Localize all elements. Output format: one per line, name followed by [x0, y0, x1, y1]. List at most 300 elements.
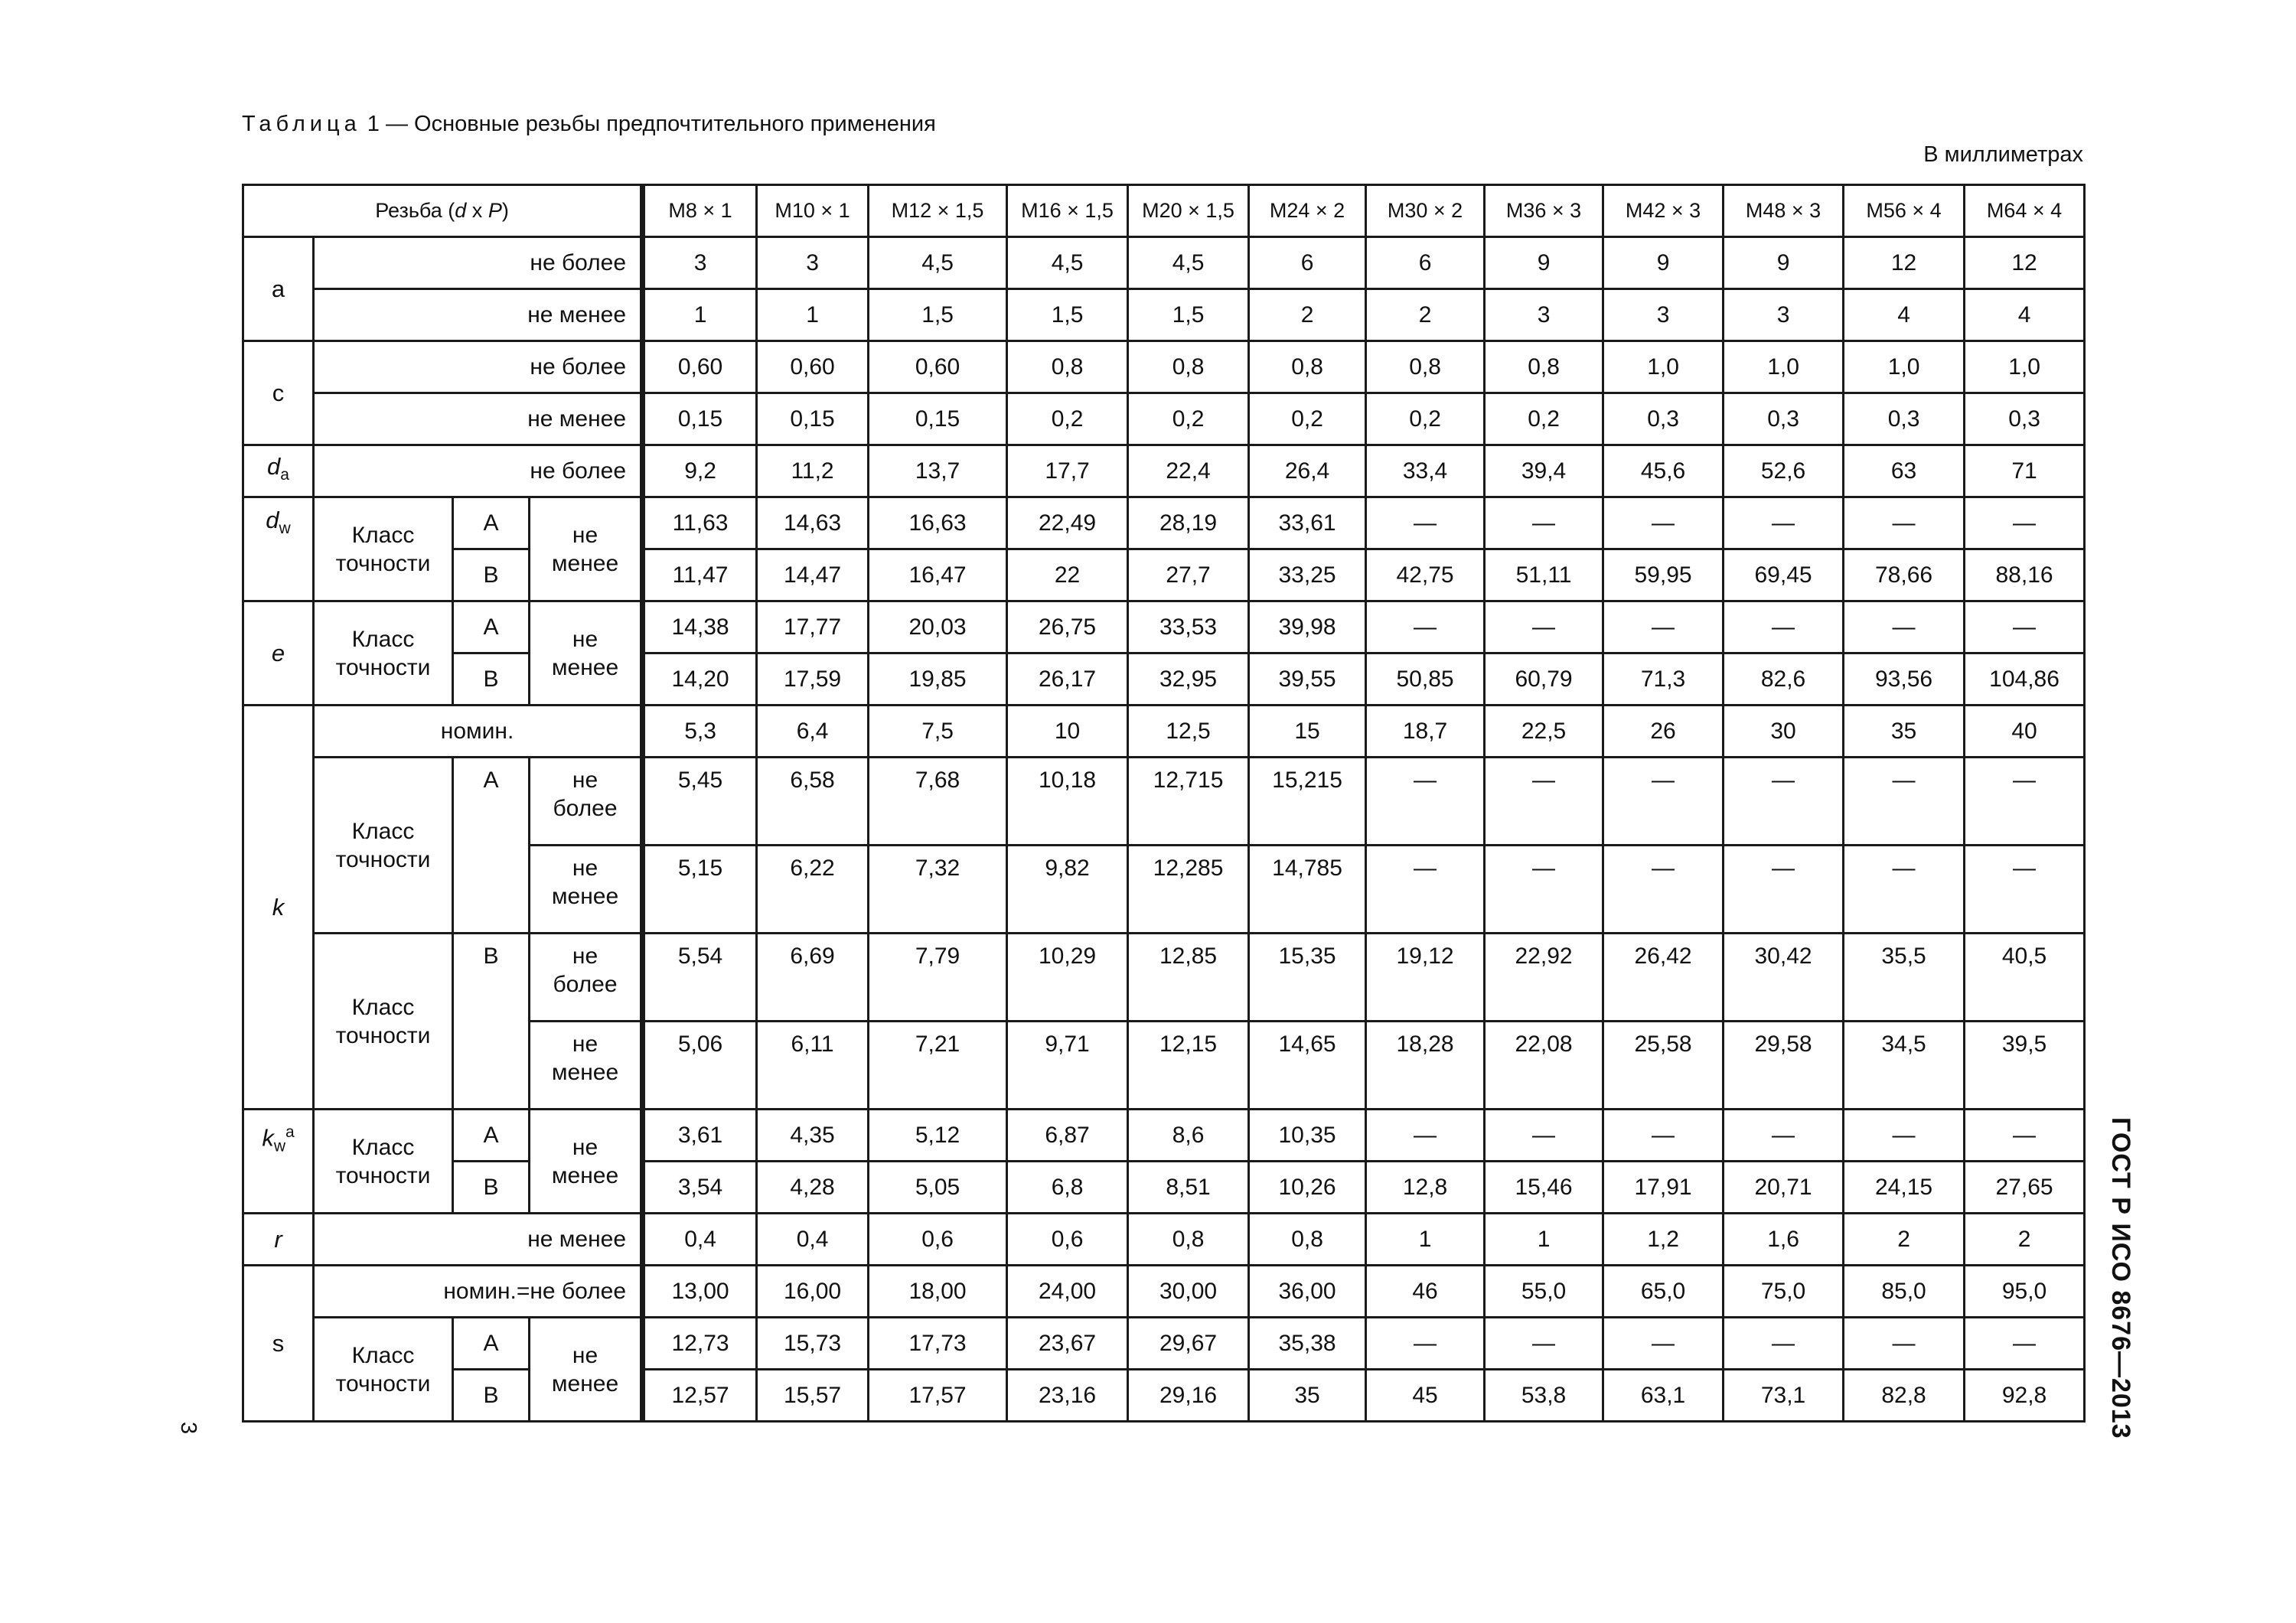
limit-label: не более	[314, 341, 643, 393]
page-number: 3	[176, 1422, 201, 1435]
table-cell: 78,66	[1844, 549, 1965, 601]
table-cell: —	[1844, 846, 1965, 934]
class-a-label: A	[453, 497, 530, 549]
table-cell: 9,2	[643, 445, 757, 497]
table-cell: 82,8	[1844, 1370, 1965, 1422]
table-cell: —	[1485, 1110, 1603, 1162]
table-row	[243, 1370, 2085, 1422]
table-cell: 5,45	[643, 758, 757, 846]
table-cell: 28,19	[1128, 497, 1249, 549]
nominal-label: номин.	[314, 706, 643, 758]
thread-header: M12 × 1,5	[869, 185, 1007, 237]
class-a-label: A	[453, 601, 530, 653]
table-cell: 6	[1366, 237, 1485, 289]
table-cell: 4,5	[1128, 237, 1249, 289]
table-cell: 3	[643, 237, 757, 289]
table-cell: —	[1366, 846, 1485, 934]
table-cell: 7,5	[869, 706, 1007, 758]
table-cell: 35	[1249, 1370, 1366, 1422]
table-cell: 0,60	[643, 341, 757, 393]
class-b-label: B	[453, 934, 530, 1110]
table-cell: 39,5	[1965, 1022, 2085, 1110]
dim-k-label: k	[243, 706, 314, 1110]
table-cell: —	[1965, 1318, 2085, 1370]
table-cell: —	[1366, 601, 1485, 653]
table-cell: 0,6	[869, 1214, 1007, 1266]
table-cell: 6,11	[757, 1022, 869, 1110]
thread-header: M16 × 1,5	[1007, 185, 1128, 237]
class-a-label: A	[453, 1110, 530, 1162]
table-cell: 50,85	[1366, 653, 1485, 706]
thread-header: M36 × 3	[1485, 185, 1603, 237]
table-cell: —	[1485, 497, 1603, 549]
table-cell: —	[1366, 497, 1485, 549]
table-cell: —	[1965, 1110, 2085, 1162]
table-cell: 15,46	[1485, 1162, 1603, 1214]
table-cell: 29,58	[1724, 1022, 1844, 1110]
limit-label: не менее	[530, 1110, 643, 1214]
table-cell: 0,4	[757, 1214, 869, 1266]
table-cell: 18,28	[1366, 1022, 1485, 1110]
table-cell: 12	[1965, 237, 2085, 289]
table-cell: 6,4	[757, 706, 869, 758]
table-cell: 5,54	[643, 934, 757, 1022]
table-cell: 33,61	[1249, 497, 1366, 549]
table-row	[243, 393, 2085, 445]
table-cell: 26,4	[1249, 445, 1366, 497]
table-cell: 1,0	[1965, 341, 2085, 393]
table-cell: 22,49	[1007, 497, 1128, 549]
table-cell: 3	[757, 237, 869, 289]
table-cell: 0,2	[1128, 393, 1249, 445]
table-cell: 15	[1249, 706, 1366, 758]
table-cell: 20,71	[1724, 1162, 1844, 1214]
thread-header: M48 × 3	[1724, 185, 1844, 237]
table-cell: 3,61	[643, 1110, 757, 1162]
table-cell: 12,15	[1128, 1022, 1249, 1110]
table-cell: 18,00	[869, 1266, 1007, 1318]
thread-header: M10 × 1	[757, 185, 869, 237]
table-cell: 29,16	[1128, 1370, 1249, 1422]
table-cell: 27,7	[1128, 549, 1249, 601]
thread-header: M64 × 4	[1965, 185, 2085, 237]
limit-label: не более	[530, 934, 643, 1022]
table-cell: 63	[1844, 445, 1965, 497]
table-row	[243, 549, 2085, 601]
dim-dw-label: $d_w$	[243, 497, 314, 601]
table-cell: 17,77	[757, 601, 869, 653]
table-cell: 9	[1724, 237, 1844, 289]
table-cell: 0,6	[1007, 1214, 1128, 1266]
table-cell: 71,3	[1603, 653, 1724, 706]
table-cell: 5,15	[643, 846, 757, 934]
table-cell: —	[1485, 846, 1603, 934]
table-cell: 10,35	[1249, 1110, 1366, 1162]
table-cell: 45	[1366, 1370, 1485, 1422]
table-cell: 6,58	[757, 758, 869, 846]
table-cell: 0,2	[1249, 393, 1366, 445]
table-cell: 71	[1965, 445, 2085, 497]
table-cell: 11,63	[643, 497, 757, 549]
table-cell: 27,65	[1965, 1162, 2085, 1214]
table-cell: 85,0	[1844, 1266, 1965, 1318]
table-cell: 16,47	[869, 549, 1007, 601]
table-cell: 35,38	[1249, 1318, 1366, 1370]
limit-label: не более	[314, 445, 643, 497]
caption-text: — Основные резьбы предпочтительного применения	[385, 112, 936, 136]
header-row	[243, 185, 2085, 237]
table-cell: 16,00	[757, 1266, 869, 1318]
table-cell: 14,38	[643, 601, 757, 653]
table-cell: 25,58	[1603, 1022, 1724, 1110]
table-cell: 24,15	[1844, 1162, 1965, 1214]
table-cell: 30	[1724, 706, 1844, 758]
class-b-label: B	[453, 549, 530, 601]
dim-s-label: s	[243, 1266, 314, 1422]
table-cell: 15,35	[1249, 934, 1366, 1022]
table-cell: 22,5	[1485, 706, 1603, 758]
table-cell: 0,8	[1249, 1214, 1366, 1266]
table-row	[243, 934, 2085, 1022]
table-cell: —	[1844, 758, 1965, 846]
table-cell: 30,00	[1128, 1266, 1249, 1318]
table-cell: 3	[1724, 289, 1844, 341]
dim-a-label: a	[243, 237, 314, 341]
caption-number: 1	[367, 112, 380, 136]
table-cell: 69,45	[1724, 549, 1844, 601]
table-cell: 51,11	[1485, 549, 1603, 601]
limit-label: не более	[314, 237, 643, 289]
table-cell: 40,5	[1965, 934, 2085, 1022]
limit-label: не менее	[314, 1214, 643, 1266]
table-cell: 22,4	[1128, 445, 1249, 497]
table-row	[243, 445, 2085, 497]
table-cell: 32,95	[1128, 653, 1249, 706]
table-cell: 3	[1603, 289, 1724, 341]
table-cell: 88,16	[1965, 549, 2085, 601]
table-cell: 4,35	[757, 1110, 869, 1162]
limit-label: не менее	[530, 1318, 643, 1422]
standard-designation: ГОСТ Р ИСО 8676—2013	[2106, 1117, 2135, 1439]
table-cell: —	[1724, 1318, 1844, 1370]
table-cell: 14,20	[643, 653, 757, 706]
table-cell: 2	[1844, 1214, 1965, 1266]
table-cell: 3	[1485, 289, 1603, 341]
table-cell: —	[1724, 1110, 1844, 1162]
table-cell: 73,1	[1724, 1370, 1844, 1422]
class-b-label: B	[453, 653, 530, 706]
dim-da-label: $d_a$	[243, 445, 314, 497]
table-cell: 12,285	[1128, 846, 1249, 934]
table-cell: —	[1844, 1318, 1965, 1370]
table-cell: 6,8	[1007, 1162, 1128, 1214]
table-cell: 12,715	[1128, 758, 1249, 846]
table-cell: 1,5	[869, 289, 1007, 341]
table-cell: 1,2	[1603, 1214, 1724, 1266]
table-cell: 19,85	[869, 653, 1007, 706]
table-cell: 1,0	[1844, 341, 1965, 393]
table-cell: 7,79	[869, 934, 1007, 1022]
class-label: Класс точности	[314, 1110, 453, 1214]
thread-column-header: Резьба (d x P)	[243, 185, 643, 237]
table-cell: 1,6	[1724, 1214, 1844, 1266]
table-cell: 14,47	[757, 549, 869, 601]
table-cell: —	[1965, 846, 2085, 934]
table-cell: —	[1603, 601, 1724, 653]
table-row	[243, 758, 2085, 846]
thread-header: M42 × 3	[1603, 185, 1724, 237]
table-cell: —	[1965, 601, 2085, 653]
table-cell: 20,03	[869, 601, 1007, 653]
table-cell: 26,17	[1007, 653, 1128, 706]
table-cell: 9,82	[1007, 846, 1128, 934]
table-cell: 12,8	[1366, 1162, 1485, 1214]
table-cell: 12,5	[1128, 706, 1249, 758]
table-cell: 4,5	[1007, 237, 1128, 289]
table-cell: 0,8	[1007, 341, 1128, 393]
table-cell: 16,63	[869, 497, 1007, 549]
table-cell: 15,215	[1249, 758, 1366, 846]
table-cell: 10,18	[1007, 758, 1128, 846]
table-cell: 17,91	[1603, 1162, 1724, 1214]
table-row	[243, 289, 2085, 341]
table-cell: 6	[1249, 237, 1366, 289]
table-cell: 13,7	[869, 445, 1007, 497]
table-cell: 4,28	[757, 1162, 869, 1214]
table-row	[243, 1318, 2085, 1370]
table-cell: 0,3	[1965, 393, 2085, 445]
table-row	[243, 1162, 2085, 1214]
class-label: Класс точности	[314, 934, 453, 1110]
table-cell: 7,68	[869, 758, 1007, 846]
nominal-label: номин.=не более	[314, 1266, 643, 1318]
table-cell: 13,00	[643, 1266, 757, 1318]
thread-header: M20 × 1,5	[1128, 185, 1249, 237]
table-cell: 1,5	[1128, 289, 1249, 341]
thread-header: M24 × 2	[1249, 185, 1366, 237]
table-row	[243, 1214, 2085, 1266]
table-cell: 12	[1844, 237, 1965, 289]
table-cell: 10,29	[1007, 934, 1128, 1022]
table-cell: 0,15	[869, 393, 1007, 445]
table-cell: 39,55	[1249, 653, 1366, 706]
table-cell: 92,8	[1965, 1370, 2085, 1422]
class-b-label: B	[453, 1370, 530, 1422]
table-cell: 4	[1965, 289, 2085, 341]
limit-label: не менее	[314, 393, 643, 445]
dim-r-label: r	[243, 1214, 314, 1266]
table-cell: 17,57	[869, 1370, 1007, 1422]
table-row	[243, 497, 2085, 549]
table-cell: 24,00	[1007, 1266, 1128, 1318]
table-cell: 0,60	[869, 341, 1007, 393]
table-cell: 5,3	[643, 706, 757, 758]
table-cell: 104,86	[1965, 653, 2085, 706]
table-cell: 1,5	[1007, 289, 1128, 341]
table-cell: —	[1844, 601, 1965, 653]
table-cell: 7,32	[869, 846, 1007, 934]
limit-label: не менее	[530, 497, 643, 601]
table-cell: —	[1603, 1110, 1724, 1162]
table-row	[243, 706, 2085, 758]
table-cell: 18,7	[1366, 706, 1485, 758]
table-cell: —	[1724, 846, 1844, 934]
table-cell: 95,0	[1965, 1266, 2085, 1318]
dim-kw-label: $k_w^a$	[243, 1110, 314, 1214]
limit-label: не менее	[530, 1022, 643, 1110]
table-cell: 33,25	[1249, 549, 1366, 601]
table-cell: 8,6	[1128, 1110, 1249, 1162]
table-cell: 10	[1007, 706, 1128, 758]
table-cell: 35	[1844, 706, 1965, 758]
table-cell: —	[1603, 846, 1724, 934]
table-cell: 52,6	[1724, 445, 1844, 497]
table-cell: 11,47	[643, 549, 757, 601]
units-note: В миллиметрах	[1923, 142, 2083, 167]
table-cell: 1,0	[1724, 341, 1844, 393]
table-cell: 0,15	[643, 393, 757, 445]
thread-header: M56 × 4	[1844, 185, 1965, 237]
table-cell: 1	[1485, 1214, 1603, 1266]
table-row	[243, 237, 2085, 289]
table-cell: 75,0	[1724, 1266, 1844, 1318]
table-cell: 29,67	[1128, 1318, 1249, 1370]
class-a-label: A	[453, 1318, 530, 1370]
table-cell: —	[1366, 1110, 1485, 1162]
table-cell: 60,79	[1485, 653, 1603, 706]
table-cell: 17,7	[1007, 445, 1128, 497]
table-cell: 7,21	[869, 1022, 1007, 1110]
table-cell: 59,95	[1603, 549, 1724, 601]
class-label: Класс точности	[314, 497, 453, 601]
table-cell: —	[1965, 497, 2085, 549]
table-cell: 46	[1366, 1266, 1485, 1318]
table-cell: —	[1844, 1110, 1965, 1162]
table-cell: 0,8	[1128, 341, 1249, 393]
table-cell: 0,3	[1844, 393, 1965, 445]
table-cell: 4	[1844, 289, 1965, 341]
table-cell: 6,87	[1007, 1110, 1128, 1162]
table-cell: 1	[1366, 1214, 1485, 1266]
table-cell: 1,0	[1603, 341, 1724, 393]
table-cell: —	[1485, 601, 1603, 653]
table-cell: 5,05	[869, 1162, 1007, 1214]
table-cell: —	[1724, 601, 1844, 653]
table-cell: 6,69	[757, 934, 869, 1022]
table-cell: 35,5	[1844, 934, 1965, 1022]
table-cell: 6,22	[757, 846, 869, 934]
table-cell: 42,75	[1366, 549, 1485, 601]
table-cell: 0,2	[1485, 393, 1603, 445]
class-label: Класс точности	[314, 1318, 453, 1422]
table-row	[243, 341, 2085, 393]
table-cell: 3,54	[643, 1162, 757, 1214]
table-cell: 12,57	[643, 1370, 757, 1422]
table-cell: 55,0	[1485, 1266, 1603, 1318]
table-cell: —	[1603, 758, 1724, 846]
table-cell: 11,2	[757, 445, 869, 497]
table-row	[243, 653, 2085, 706]
table-cell: 33,53	[1128, 601, 1249, 653]
table-cell: 12,85	[1128, 934, 1249, 1022]
thread-header: M30 × 2	[1366, 185, 1485, 237]
table-cell: —	[1366, 758, 1485, 846]
table-row	[243, 1266, 2085, 1318]
table-cell: 0,8	[1128, 1214, 1249, 1266]
threads-table	[242, 184, 2086, 1423]
table-cell: 23,16	[1007, 1370, 1128, 1422]
table-cell: 22,08	[1485, 1022, 1603, 1110]
limit-label: не менее	[530, 601, 643, 706]
dim-e-label: e	[243, 601, 314, 706]
table-cell: 65,0	[1603, 1266, 1724, 1318]
table-cell: 22	[1007, 549, 1128, 601]
thread-header: M8 × 1	[643, 185, 757, 237]
table-cell: 0,15	[757, 393, 869, 445]
table-cell: 93,56	[1844, 653, 1965, 706]
table-cell: 9	[1603, 237, 1724, 289]
table-cell: 22,92	[1485, 934, 1603, 1022]
table-cell: 39,4	[1485, 445, 1603, 497]
table-cell: 0,2	[1007, 393, 1128, 445]
table-cell: 10,26	[1249, 1162, 1366, 1214]
table-cell: 45,6	[1603, 445, 1724, 497]
table-cell: —	[1603, 1318, 1724, 1370]
table-cell: —	[1965, 758, 2085, 846]
table-cell: 26,42	[1603, 934, 1724, 1022]
table-cell: 0,3	[1603, 393, 1724, 445]
table-cell: —	[1366, 1318, 1485, 1370]
dim-c-label: c	[243, 341, 314, 445]
table-cell: 8,51	[1128, 1162, 1249, 1214]
class-a-label: A	[453, 758, 530, 934]
table-cell: 9,71	[1007, 1022, 1128, 1110]
table-cell: 39,98	[1249, 601, 1366, 653]
class-label: Класс точности	[314, 601, 453, 706]
table-cell: —	[1724, 758, 1844, 846]
caption-label: Таблица	[242, 112, 361, 136]
table-caption	[242, 109, 936, 139]
table-cell: 26	[1603, 706, 1724, 758]
table-cell: 5,12	[869, 1110, 1007, 1162]
table-cell: 14,785	[1249, 846, 1366, 934]
class-label: Класс точности	[314, 758, 453, 934]
table-cell: 30,42	[1724, 934, 1844, 1022]
table-cell: 5,06	[643, 1022, 757, 1110]
table-cell: —	[1485, 1318, 1603, 1370]
table-cell: 12,73	[643, 1318, 757, 1370]
table-cell: 82,6	[1724, 653, 1844, 706]
table-row	[243, 1110, 2085, 1162]
table-cell: 0,8	[1249, 341, 1366, 393]
table-cell: 53,8	[1485, 1370, 1603, 1422]
table-cell: 17,59	[757, 653, 869, 706]
table-cell: 63,1	[1603, 1370, 1724, 1422]
table-cell: 2	[1249, 289, 1366, 341]
table-cell: 26,75	[1007, 601, 1128, 653]
table-cell: 15,57	[757, 1370, 869, 1422]
table-cell: —	[1724, 497, 1844, 549]
table-cell: 23,67	[1007, 1318, 1128, 1370]
table-cell: 4,5	[869, 237, 1007, 289]
limit-label: не менее	[314, 289, 643, 341]
table-cell: 0,8	[1485, 341, 1603, 393]
table-row	[243, 601, 2085, 653]
table-cell: 9	[1485, 237, 1603, 289]
table-cell: 1	[643, 289, 757, 341]
table-cell: 2	[1965, 1214, 2085, 1266]
table-cell: —	[1844, 497, 1965, 549]
